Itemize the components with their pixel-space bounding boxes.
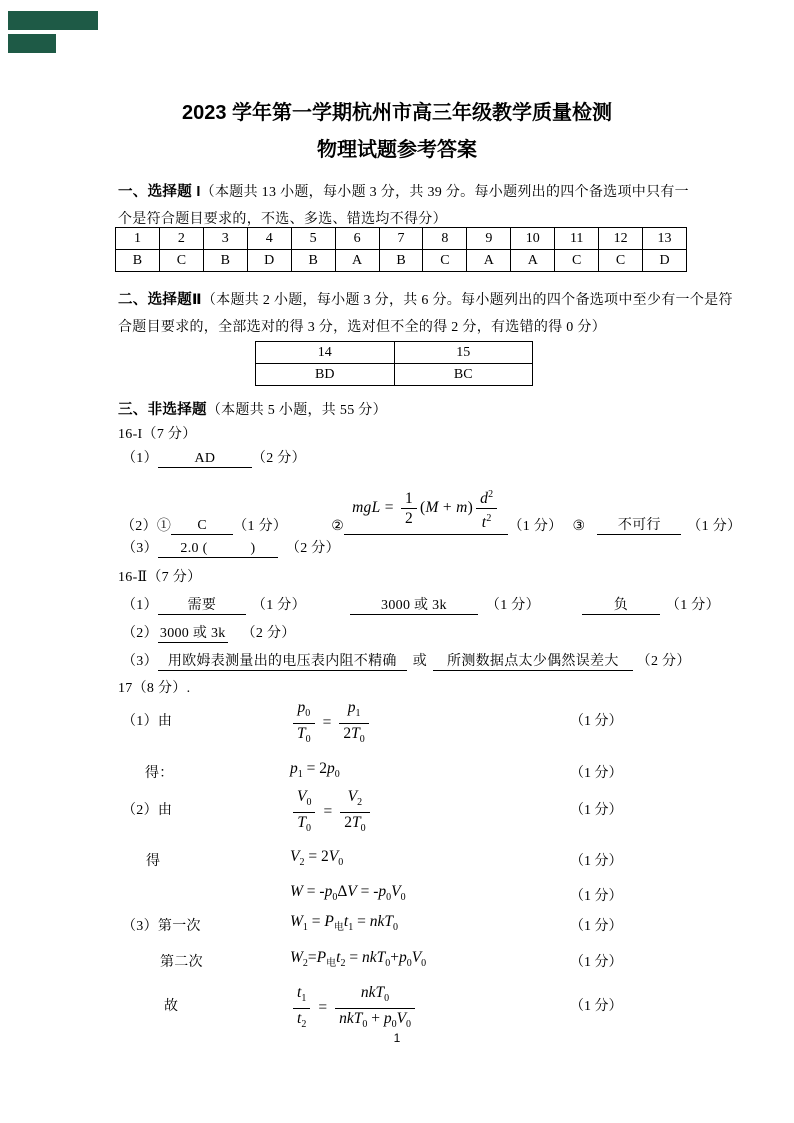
table-cell: B: [379, 250, 423, 272]
q17-formula: $\frac{t_1}{t_2}$ = nkT$_0$ $nkT_0 + p_0V_0$: [290, 983, 418, 1034]
table-cell: 14: [256, 342, 395, 364]
score-label: （1 分）: [508, 519, 563, 534]
answer-blank: 需要: [158, 594, 246, 615]
q16-1-row1: [122, 447, 306, 468]
table-cell: 2: [159, 228, 203, 250]
page-title: 2023 学年第一学期杭州市高三年级教学质量检测: [181, 102, 613, 124]
answer-prefix: （2）: [122, 626, 158, 641]
answer-blank: 负: [582, 594, 660, 615]
score-label: （1 分）: [570, 803, 623, 818]
section3-heading: 三、非选择题: [118, 402, 207, 418]
score-label: （1 分）: [233, 519, 288, 534]
section1-line2: 个是符合题目要求的，不选、多选、错选均不得分）: [118, 212, 447, 227]
q17-row-label: （1）由: [122, 714, 173, 729]
q16-1-row2: [121, 481, 741, 535]
score-label: （2 分）: [251, 451, 306, 466]
section3-desc: （本题共 5 小题，共 55 分）: [206, 403, 387, 418]
q17-formula: $W_1 = P_电t_1 = nkT_0$: [290, 913, 398, 934]
table-cell: D: [643, 250, 687, 272]
table-cell: 11: [555, 228, 599, 250]
q17-row-label: 得：: [145, 766, 174, 781]
score-label: （1 分）: [687, 519, 742, 534]
q17-formula: $\frac{p_0}{T_0}$ = $\frac{p_1}{2T_0}$: [290, 698, 372, 749]
table-cell: C: [423, 250, 467, 272]
answer-prefix: （3）: [122, 541, 158, 556]
q17-row-label: （3）第一次: [122, 919, 201, 934]
redaction-box: [8, 34, 56, 53]
score-label: （2 分）: [636, 654, 691, 669]
answer-prefix: （1）: [122, 451, 158, 466]
score-label: （2 分）: [285, 541, 340, 556]
score-label: （2 分）: [241, 626, 296, 641]
answer-formula-blank: mgL = $\frac{1}{2}$ (M + m) $\frac{d^2}{t^2}$: [344, 485, 508, 535]
section2-desc-1: （本题共 2 小题，每小题 3 分，共 6 分。每小题列出的四个备选项中至少有一个是符: [201, 293, 733, 308]
q17-row-label: 第二次: [160, 955, 203, 970]
score-label: （1 分）: [570, 889, 623, 904]
q16-2-row2: [122, 622, 296, 643]
score-label: （1 分）: [570, 955, 623, 970]
table-row: [116, 250, 687, 272]
table-cell: 13: [643, 228, 687, 250]
answer-blank: 不可行: [597, 514, 681, 535]
page-number: 1: [393, 1031, 401, 1045]
section1-heading: 一、选择题 I: [118, 184, 201, 200]
q17-formula: $p_1 = 2p_0$: [290, 760, 340, 781]
table-cell: D: [247, 250, 291, 272]
redaction-box: [8, 11, 98, 30]
table-cell: 3: [203, 228, 247, 250]
q16-2-row1: [122, 594, 720, 615]
page-subtitle: 物理试题参考答案: [317, 139, 477, 161]
table-cell: 4: [247, 228, 291, 250]
score-label: （1 分）: [570, 854, 623, 869]
section2-line2: 合题目要求的，全部选对的得 3 分，选对但不全的得 2 分，有选错的得 0 分）: [118, 320, 606, 335]
score-label: （1 分）: [570, 999, 623, 1014]
table-cell: A: [467, 250, 511, 272]
q16-2-label: 16-Ⅱ（7 分）: [118, 570, 202, 585]
score-label: （1 分）: [570, 919, 623, 934]
table-cell: C: [159, 250, 203, 272]
answer-prefix: ②: [331, 519, 345, 534]
answer-blank: AD: [158, 451, 252, 468]
section2-line1: [118, 288, 733, 309]
table-cell: 1: [116, 228, 160, 250]
section1-desc-1: （本题共 13 小题，每小题 3 分，共 39 分。每小题列出的四个备选项中只有一: [200, 185, 689, 200]
q17-formula: $V_2 = 2V_0$: [290, 848, 344, 869]
answer-blank: 2.0 ( ): [158, 537, 278, 558]
score-label: （1 分）: [251, 598, 306, 613]
answer-prefix: （1）: [122, 598, 158, 613]
table-cell: A: [335, 250, 379, 272]
table-cell: 15: [394, 342, 533, 364]
answer-blank: 用欧姆表测量出的电压表内阻不精确: [158, 650, 407, 671]
q17-formula: $W = -p_0\Delta V = -p_0V_0$: [290, 883, 406, 904]
q17-row-label: 故: [164, 999, 179, 1014]
table-row: [256, 364, 533, 386]
table-cell: 12: [599, 228, 643, 250]
table-cell: 7: [379, 228, 423, 250]
table-row: [116, 228, 687, 250]
answer-prefix: （3）: [122, 654, 158, 669]
table-cell: BC: [394, 364, 533, 386]
choice2-answer-table: [255, 341, 533, 386]
score-label: （1 分）: [570, 714, 623, 729]
choice1-answer-table: [115, 227, 687, 272]
table-cell: 10: [511, 228, 555, 250]
conjunction-label: 或: [412, 654, 428, 669]
table-cell: B: [116, 250, 160, 272]
section3-line: [118, 398, 387, 419]
table-cell: C: [555, 250, 599, 272]
section2-heading: 二、选择题Ⅱ: [118, 292, 202, 308]
q17-formula: $W_2=P_电t_2 = nkT_0+p_0V_0$: [290, 949, 427, 970]
table-cell: 6: [335, 228, 379, 250]
answer-blank: C: [171, 518, 233, 535]
q16-1-label: 16-I（7 分）: [118, 427, 197, 442]
table-cell: B: [203, 250, 247, 272]
q17-row-label: （2）由: [122, 803, 173, 818]
table-cell: B: [291, 250, 335, 272]
answer-prefix: （2）①: [121, 519, 172, 534]
table-cell: BD: [256, 364, 395, 386]
q17-label: 17（8 分）.: [118, 681, 191, 696]
answer-blank: 3000 或 3k: [158, 622, 228, 643]
table-cell: C: [599, 250, 643, 272]
q17-formula: $\frac{V_0}{T_0}$ = $\frac{V_2}{2T_0}$: [290, 787, 373, 838]
table-cell: 9: [467, 228, 511, 250]
answer-blank: 所测数据点太少偶然误差大: [433, 650, 633, 671]
table-cell: 8: [423, 228, 467, 250]
score-label: （1 分）: [570, 766, 623, 781]
q16-2-row3: [122, 650, 691, 671]
section1-line1: [118, 180, 689, 201]
q16-1-row3: [122, 537, 340, 558]
q17-row-label: 得: [146, 854, 161, 869]
answer-prefix: ③: [572, 519, 586, 534]
table-cell: A: [511, 250, 555, 272]
score-label: （1 分）: [665, 598, 720, 613]
answer-blank: 3000 或 3k: [350, 594, 478, 615]
table-cell: 5: [291, 228, 335, 250]
score-label: （1 分）: [485, 598, 540, 613]
table-row: [256, 342, 533, 364]
